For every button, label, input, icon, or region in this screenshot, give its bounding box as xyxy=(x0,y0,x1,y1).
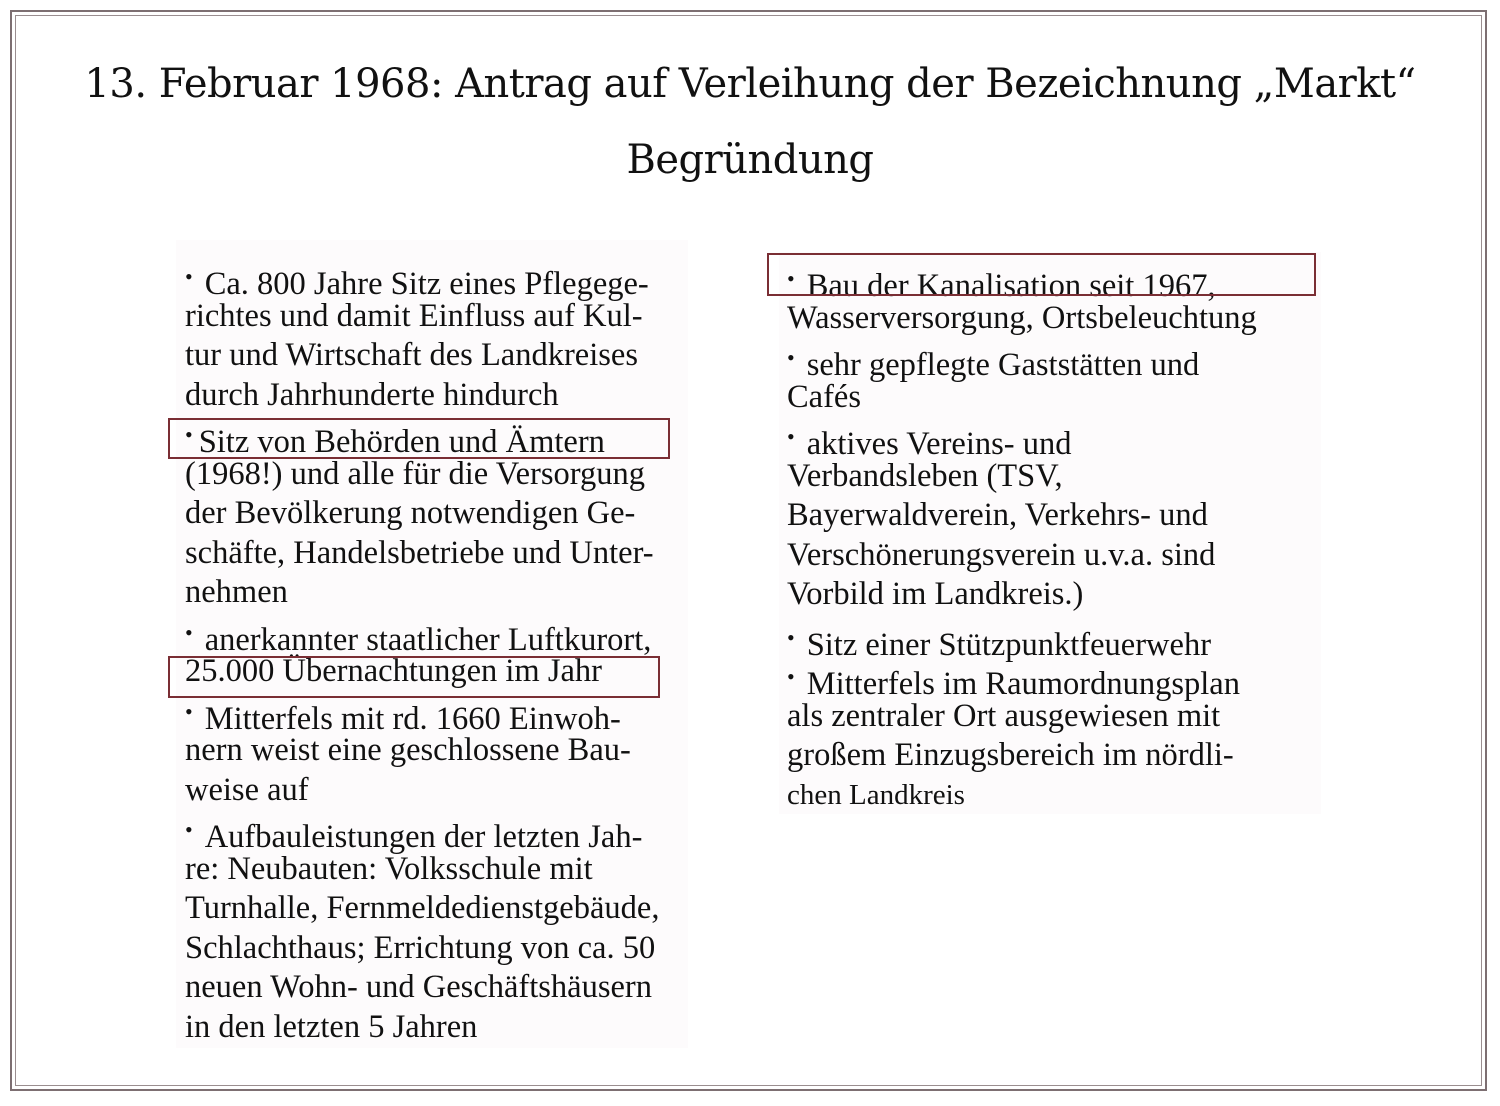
list-line: der Bevölkerung notwendigen Ge- xyxy=(185,495,636,531)
list-line: • sehr gepflegte Gaststätten und xyxy=(787,338,1257,378)
bullet-icon: • xyxy=(787,345,795,370)
list-line: Schlachthaus; Errichtung von ca. 50 xyxy=(185,929,656,966)
list-line: • anerkannter staatlicher Luftkurort, xyxy=(185,613,659,653)
list-line: re: Neubauten: Volksschule mit xyxy=(185,850,593,887)
list-line: • Bau der Kanalisation seit 1967, xyxy=(787,259,1257,299)
list-line: tur und Wirtschaft des Landkreises xyxy=(185,337,638,373)
bullet-icon: • xyxy=(787,664,795,689)
list-line: • Aufbauleistungen der letzten Jah- xyxy=(185,810,659,850)
list-line: • Sitz von Behörden und Ämtern xyxy=(185,415,659,455)
bullet-icon: • xyxy=(185,817,193,842)
list-line: • Mitterfels im Raumordnungsplan xyxy=(787,657,1257,697)
list-line: großem Einzugsbereich im nördli- xyxy=(787,737,1234,773)
highlight-box xyxy=(767,253,1316,296)
list-line: nern weist eine geschlossene Bau- xyxy=(185,732,631,768)
list-line: weise auf xyxy=(185,771,309,808)
highlight-box xyxy=(168,418,670,459)
list-line: nehmen xyxy=(185,574,288,610)
list-line: (1968!) und alle für die Versorgung xyxy=(185,455,646,492)
list-line: neuen Wohn- und Geschäftshäusern xyxy=(185,969,652,1005)
list-line: richtes und damit Einfluss auf Kul- xyxy=(185,297,643,334)
bullet-icon: • xyxy=(787,424,795,449)
bullet-icon: • xyxy=(185,619,193,645)
title-line-2: Begründung xyxy=(626,137,874,183)
list-line: durch Jahrhunderte hindurch xyxy=(185,376,559,413)
list-line: 25.000 Übernachtungen im Jahr xyxy=(185,653,602,689)
bullet-icon: • xyxy=(787,624,795,650)
list-line: in den letzten 5 Jahren xyxy=(185,1008,478,1045)
list-line: chen Landkreis xyxy=(787,778,965,811)
right-column xyxy=(779,252,1321,814)
bullet-icon: • xyxy=(185,422,193,447)
list-line: als zentraler Ort ausgewiesen mit xyxy=(787,697,1221,734)
slide-title xyxy=(40,46,1460,198)
bullet-icon: • xyxy=(185,698,193,724)
title-line-1: 13. Februar 1968: Antrag auf Verleihung der Bezeichnung „Markt“ xyxy=(84,61,1416,107)
list-line: Vorbild im Landkreis.) xyxy=(787,576,1084,612)
list-line: Turnhalle, Fernmeldedienstgebäude, xyxy=(185,890,660,926)
list-line: • aktives Vereins- und xyxy=(787,417,1257,457)
list-line: Cafés xyxy=(787,378,861,415)
list-line: schäfte, Handelsbetriebe und Unter- xyxy=(185,534,654,571)
list-line: Wasserversorgung, Ortsbeleuchtung xyxy=(787,299,1257,336)
list-line: • Sitz einer Stützpunktfeuerwehr xyxy=(787,618,1257,658)
list-line: • Mitterfels mit rd. 1660 Einwoh- xyxy=(185,692,659,732)
bullet-icon: • xyxy=(185,264,193,289)
left-column xyxy=(176,240,688,1048)
list-line: Verschönerungsverein u.v.a. sind xyxy=(787,536,1216,573)
highlight-box xyxy=(168,656,660,698)
list-line: • Ca. 800 Jahre Sitz eines Pflegege- xyxy=(185,257,659,297)
list-line: Verbandsleben (TSV, xyxy=(787,457,1063,494)
list-line: Bayerwaldverein, Verkehrs- und xyxy=(787,497,1208,533)
bullet-icon: • xyxy=(787,266,795,291)
